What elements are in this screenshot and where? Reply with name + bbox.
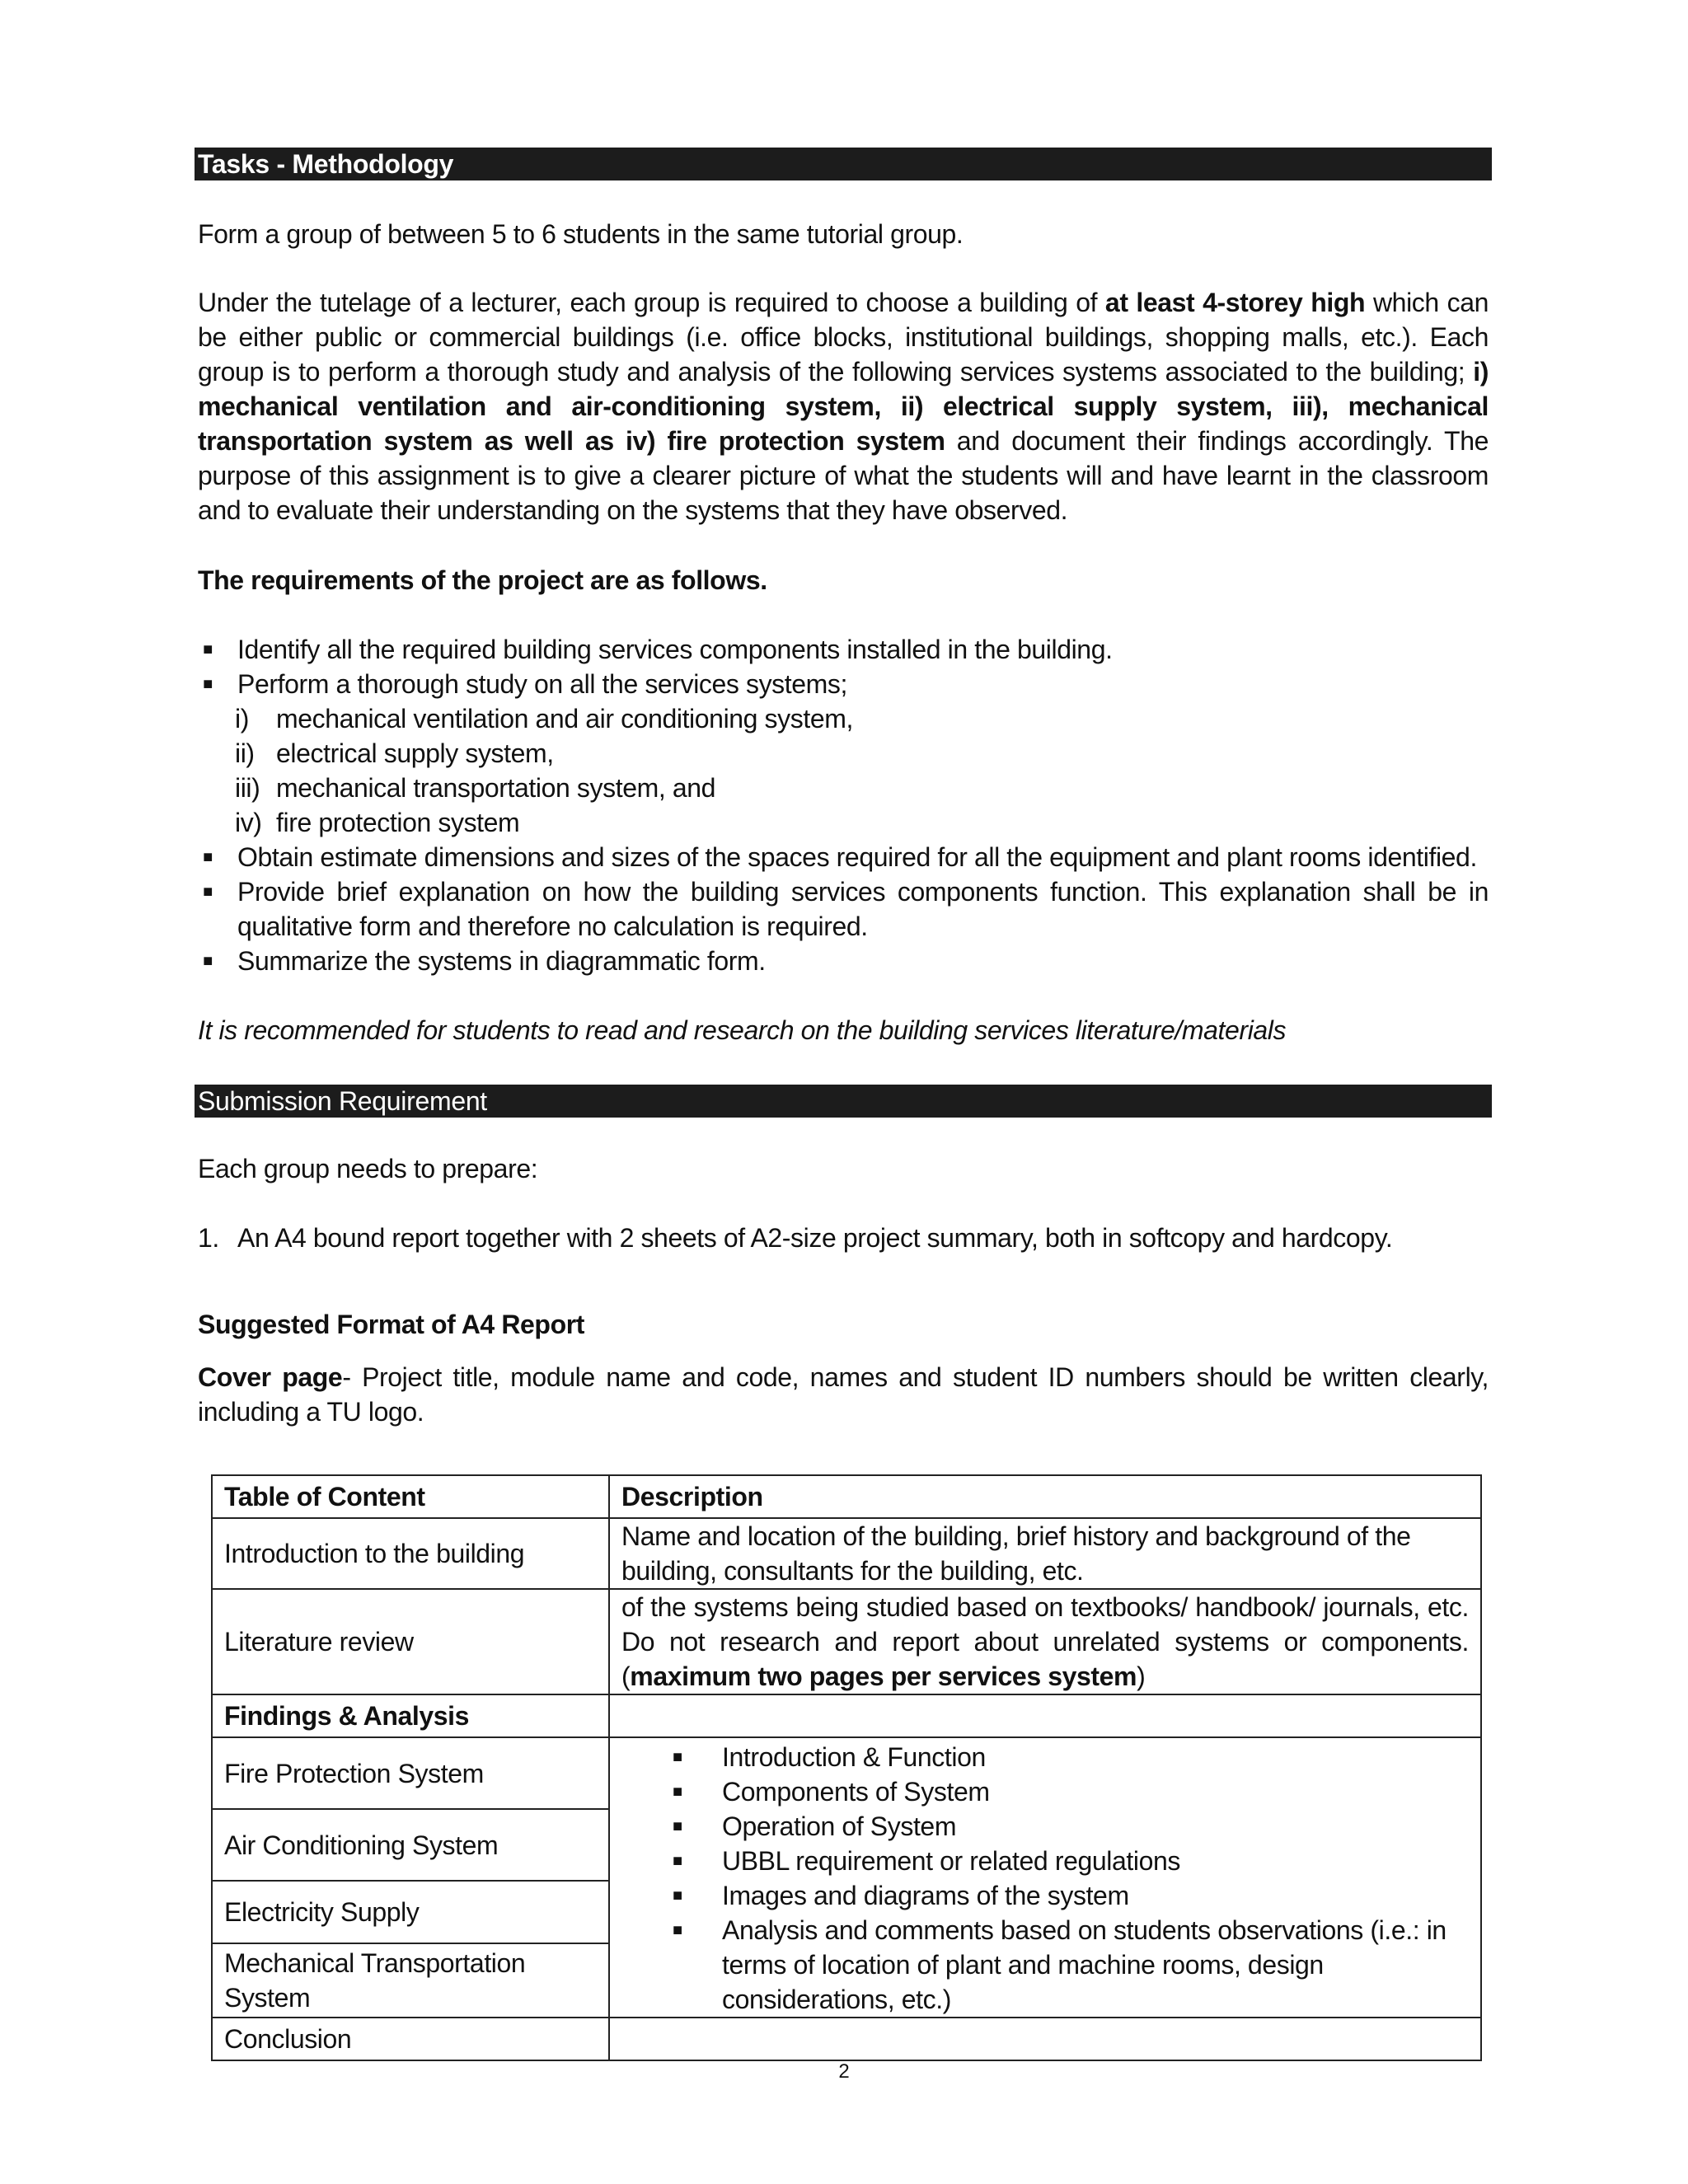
table-row xyxy=(212,1694,1481,1737)
report-format-heading: Suggested Format of A4 Report xyxy=(198,1310,585,1339)
text-run: and document their findings accordingly. The purpose of this assignment is to give a clearer picture of what the students will and have learnt in the classroom and to evaluate their understanding on the systems that they have observed. xyxy=(198,426,1489,525)
table-header-cell: Description xyxy=(609,1475,1481,1518)
numbered-item-text: An A4 bound report together with 2 sheets of A2-size project summary, both in softcopy and hardcopy. xyxy=(237,1223,1393,1253)
table-of-content xyxy=(211,1474,1482,2061)
list-item xyxy=(198,874,1489,944)
list-item-text: Images and diagrams of the system xyxy=(722,1881,1129,1910)
bullet-square-icon: ■ xyxy=(203,675,213,693)
list-item-text: Perform a thorough study on all the services systems; xyxy=(237,669,848,699)
text-run-bold: i) mechanical ventilation and air-conditioning system, ii) electrical supply system, iii), mechanical transportation system as well as iv) fire protection system xyxy=(198,357,1489,456)
paragraph-group-formation: Form a group of between 5 to 6 students in the same tutorial group. xyxy=(198,219,964,249)
text-run: of the systems being studied based on textbooks/ handbook/ journals, etc. Do not research and report about unrelated systems or components. ( xyxy=(621,1592,1469,1691)
table-cell xyxy=(609,2018,1481,2060)
sub-list-item xyxy=(235,771,715,805)
section-heading-submission-requirement: Submission Requirement xyxy=(195,1085,1492,1118)
list-item-text: Analysis and comments based on students observations (i.e.: in terms of location of plant and machine rooms, design considerations, etc.) xyxy=(722,1915,1447,2014)
bullet-square-icon: ■ xyxy=(673,1817,682,1835)
list-item-text: UBBL requirement or related regulations xyxy=(722,1846,1180,1876)
text-run: Under the tutelage of a lecturer, each group is required to choose a building of xyxy=(198,288,1105,317)
sub-list-item xyxy=(235,805,519,840)
sub-item-number: iv) xyxy=(235,808,262,837)
list-item xyxy=(621,1809,1469,1844)
list-item xyxy=(198,632,1489,667)
table-row xyxy=(212,1589,1481,1694)
list-item xyxy=(198,840,1489,874)
sub-item-text: mechanical ventilation and air conditioning system, xyxy=(276,704,853,733)
table-cell: Literature review xyxy=(212,1589,609,1694)
page-number: 2 xyxy=(838,2060,850,2083)
list-item xyxy=(198,667,1489,701)
table-header-row xyxy=(212,1475,1481,1518)
text-run: which can be either public or commercial buildings (i.e. office blocks, institutional buildings, shopping malls, etc.). Each group is to perform a thorough study and analysis of the following services systems associated to the building; xyxy=(198,288,1489,387)
cover-page-paragraph xyxy=(198,1360,1489,1429)
bullet-square-icon: ■ xyxy=(673,1783,682,1801)
list-item xyxy=(621,1774,1469,1809)
sub-list-item xyxy=(235,736,554,771)
list-item-text: Identify all the required building services components installed in the building. xyxy=(237,635,1113,664)
cover-page-text: - Project title, module name and code, names and student ID numbers should be written clearly, including a TU logo. xyxy=(198,1362,1489,1427)
bullet-square-icon: ■ xyxy=(203,640,213,658)
list-item-text: Obtain estimate dimensions and sizes of the spaces required for all the equipment and plant rooms identified. xyxy=(237,842,1477,872)
recommendation-note: It is recommended for students to read and research on the building services literature/materials xyxy=(198,1015,1287,1045)
section-heading-tasks-methodology: Tasks - Methodology xyxy=(195,148,1492,180)
table-row xyxy=(212,1518,1481,1589)
list-item-text: Components of System xyxy=(722,1777,990,1807)
list-item-text: Summarize the systems in diagrammatic form. xyxy=(237,946,766,976)
text-run-bold: at least 4-storey high xyxy=(1104,288,1366,317)
sub-item-number: i) xyxy=(235,704,249,733)
list-item xyxy=(621,1878,1469,1913)
table-row xyxy=(212,1737,1481,1809)
item-number: 1. xyxy=(198,1223,219,1253)
list-item-text: Introduction & Function xyxy=(722,1742,986,1772)
bullet-square-icon: ■ xyxy=(673,1886,682,1905)
table-cell: Electricity Supply xyxy=(212,1881,609,1943)
table-cell: Conclusion xyxy=(212,2018,609,2060)
bullet-square-icon: ■ xyxy=(203,883,213,901)
sub-item-text: mechanical transportation system, and xyxy=(276,773,716,803)
table-cell: Fire Protection System xyxy=(212,1737,609,1809)
table-cell: Introduction to the building xyxy=(212,1518,609,1589)
bullet-square-icon: ■ xyxy=(203,952,213,970)
table-cell: Name and location of the building, brief history and background of the building, consultants for the building, etc. xyxy=(609,1518,1481,1589)
sub-list-item xyxy=(235,701,853,736)
table-cell: Air Conditioning System xyxy=(212,1809,609,1881)
cover-page-label: Cover page xyxy=(198,1362,343,1392)
text-run-bold: maximum two pages per services system xyxy=(630,1661,1137,1691)
bullet-square-icon: ■ xyxy=(673,1852,682,1870)
list-item xyxy=(198,944,1489,978)
table-header-cell: Table of Content xyxy=(212,1475,609,1518)
table-cell: Findings & Analysis xyxy=(212,1694,609,1737)
bullet-square-icon: ■ xyxy=(203,848,213,866)
list-item xyxy=(621,1844,1469,1878)
table-cell xyxy=(609,1589,1481,1694)
list-item-text: Provide brief explanation on how the building services components function. This explanation shall be in qualitative form and therefore no calculation is required. xyxy=(237,877,1489,941)
paragraph-task-description xyxy=(198,285,1489,527)
table-cell-description-list xyxy=(609,1737,1481,2018)
requirements-heading: The requirements of the project are as follows. xyxy=(198,565,767,595)
table-cell: Mechanical Transportation System xyxy=(212,1943,609,2018)
sub-item-number: ii) xyxy=(235,738,255,768)
sub-item-text: electrical supply system, xyxy=(276,738,554,768)
table-cell xyxy=(609,1694,1481,1737)
bullet-square-icon: ■ xyxy=(673,1921,682,1939)
list-item xyxy=(621,1740,1469,1774)
list-item xyxy=(621,1913,1469,2017)
table-row xyxy=(212,2018,1481,2060)
text-run: ) xyxy=(1137,1661,1146,1691)
description-list xyxy=(621,1740,1469,2017)
sub-item-text: fire protection system xyxy=(276,808,520,837)
prepare-text: Each group needs to prepare: xyxy=(198,1154,538,1183)
list-item-text: Operation of System xyxy=(722,1811,957,1841)
bullet-square-icon: ■ xyxy=(673,1748,682,1766)
numbered-list-item xyxy=(198,1221,1489,1255)
sub-item-number: iii) xyxy=(235,773,260,803)
